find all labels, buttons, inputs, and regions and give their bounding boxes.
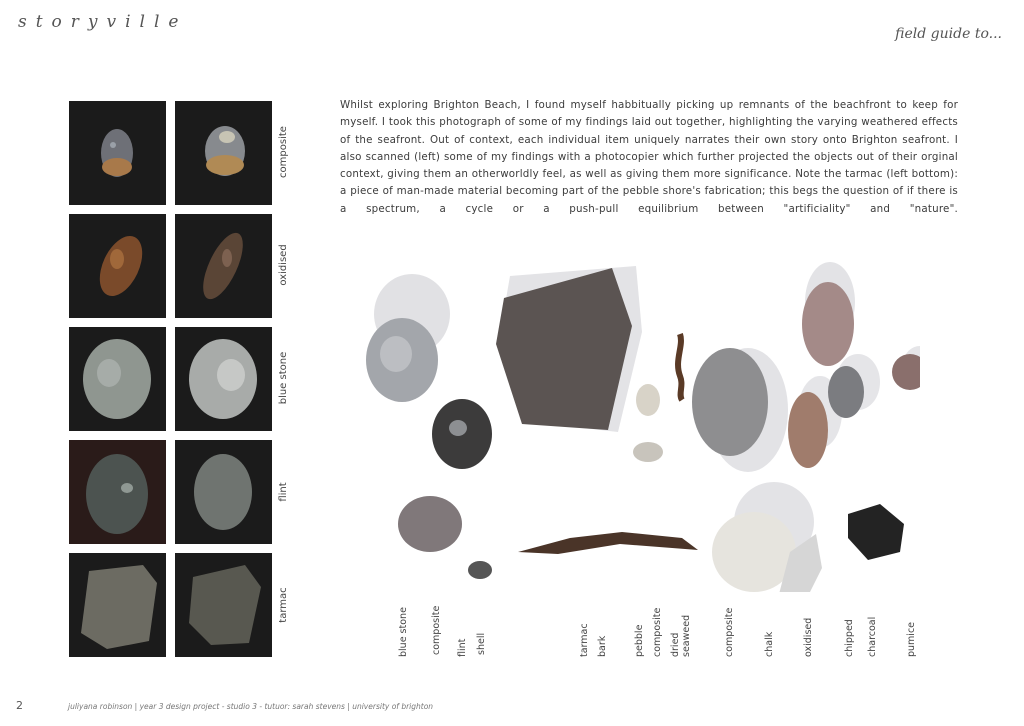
scan-label: tarmac xyxy=(278,587,289,623)
page-number: 2 xyxy=(16,699,23,712)
specimen-label: composite xyxy=(652,607,663,657)
specimen-label: pebble xyxy=(634,624,645,657)
scan-label: composite xyxy=(278,126,289,178)
scan-label: oxidised xyxy=(278,244,289,286)
specimen-label: bark xyxy=(597,635,608,657)
footer-credit: juliyana robinson | year 3 design project - studio 3 - tutuor: sarah stevens | university of brighton xyxy=(68,702,434,711)
specimen-label: flint xyxy=(457,638,468,657)
specimen-label: chalk xyxy=(764,631,775,657)
page-subtitle: field guide to... xyxy=(895,26,1002,42)
specimen-label: pumice xyxy=(906,621,917,657)
intro-paragraph: Whilst exploring Brighton Beach, I found myself habbitually picking up remnants of the beachfront to keep for myself. I took this photograph of some of my findings laid out together, highlighting the varying weathered effects of the seafront. Out of context, each individual item uniquely narrates their own story onto Brighton seafront. I also scanned (left) some of my findings with a photocopier which further projected the objects out of their orginal context, giving them an otherworldly feel, as well as giving them more significance. Note the tarmac (left bottom): a piece of man-made material becoming part of the pebble shore's fabrication; this begs the question of if there is a spectrum, a cycle or a push-pull equilibrium between "artificiality" and "nature". xyxy=(340,99,958,215)
scan-flint-front xyxy=(69,440,166,544)
scan-label: flint xyxy=(278,482,289,502)
specimen-label: blue stone xyxy=(398,607,409,657)
scan-oxidised-front xyxy=(69,214,166,318)
specimen-label: shell xyxy=(476,632,487,655)
specimen-label: composite xyxy=(431,605,442,655)
scan-tarmac-front xyxy=(69,553,166,657)
scan-label: blue stone xyxy=(278,351,289,405)
specimen-label: dried xyxy=(670,632,681,657)
specimen-label: oxidised xyxy=(803,617,814,657)
brand-title: storyville xyxy=(18,12,188,32)
specimen-label: tarmac xyxy=(579,623,590,657)
scan-blue-stone-front xyxy=(69,327,166,431)
specimen-label: chipped xyxy=(844,619,855,657)
scan-composite-front xyxy=(69,101,166,205)
specimen-illustration xyxy=(360,262,920,592)
specimen-label: seaweed xyxy=(681,614,692,657)
specimen-label: charcoal xyxy=(867,616,878,657)
specimen-label: composite xyxy=(724,607,735,657)
